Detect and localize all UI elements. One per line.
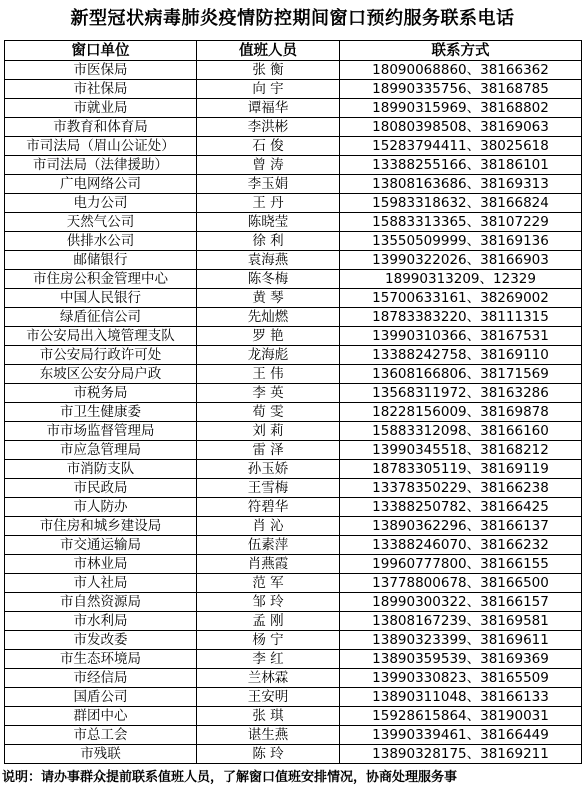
- table-row: [5, 156, 582, 175]
- cell-contact: 13808167239、38169581: [340, 612, 582, 631]
- cell-unit: 邮储银行: [5, 251, 197, 270]
- cell-staff: 王 伟: [197, 365, 340, 384]
- cell-staff: 陈 玲: [197, 745, 340, 764]
- cell-unit: 市残联: [5, 745, 197, 764]
- table-row: [5, 213, 582, 232]
- page-title: 新型冠状病毒肺炎疫情防控期间窗口预约服务联系电话: [70, 8, 515, 29]
- cell-staff: 石 俊: [197, 137, 340, 156]
- table-body: [5, 61, 582, 764]
- table-row: [5, 555, 582, 574]
- cell-contact: 13890359539、38169369: [340, 650, 582, 669]
- table-row: [5, 707, 582, 726]
- cell-contact: 13388255166、38186101: [340, 156, 582, 175]
- cell-staff: 徐 利: [197, 232, 340, 251]
- cell-unit: 市社保局: [5, 80, 197, 99]
- cell-contact: 13378350229、38166238: [340, 479, 582, 498]
- cell-unit: 市医保局: [5, 61, 197, 80]
- cell-unit: 市自然资源局: [5, 593, 197, 612]
- cell-contact: 18783305119、38169119: [340, 460, 582, 479]
- cell-unit: 国盾公司: [5, 688, 197, 707]
- table-row: [5, 99, 582, 118]
- table-row: [5, 460, 582, 479]
- table-row: [5, 232, 582, 251]
- cell-unit: 市司法局（法律援助）: [5, 156, 197, 175]
- cell-unit: 群团中心: [5, 707, 197, 726]
- cell-unit: 天然气公司: [5, 213, 197, 232]
- cell-unit: 电力公司: [5, 194, 197, 213]
- table-row: [5, 80, 582, 99]
- table-row: [5, 137, 582, 156]
- cell-staff: 王雪梅: [197, 479, 340, 498]
- cell-staff: 向 宇: [197, 80, 340, 99]
- table-row: [5, 251, 582, 270]
- cell-unit: 市就业局: [5, 99, 197, 118]
- table-row: [5, 403, 582, 422]
- cell-contact: 13778800678、38166500: [340, 574, 582, 593]
- cell-staff: 张 琪: [197, 707, 340, 726]
- cell-contact: 15883312098、38166160: [340, 422, 582, 441]
- cell-unit: 市生态环境局: [5, 650, 197, 669]
- cell-staff: 兰林霖: [197, 669, 340, 688]
- cell-contact: 15700633161、38269002: [340, 289, 582, 308]
- cell-staff: 李洪彬: [197, 118, 340, 137]
- cell-contact: 19960777800、38166155: [340, 555, 582, 574]
- cell-unit: 东坡区公安分局户政: [5, 365, 197, 384]
- cell-contact: 13990345518、38168212: [340, 441, 582, 460]
- table-row: [5, 441, 582, 460]
- table-row: [5, 593, 582, 612]
- cell-contact: 13990322026、38166903: [340, 251, 582, 270]
- cell-contact: 13890323399、38169611: [340, 631, 582, 650]
- cell-staff: 孟 刚: [197, 612, 340, 631]
- cell-unit: 市司法局（眉山公证处）: [5, 137, 197, 156]
- table-row: [5, 327, 582, 346]
- cell-unit: 市应急管理局: [5, 441, 197, 460]
- table-row: [5, 536, 582, 555]
- cell-contact: 13608166806、38171569: [340, 365, 582, 384]
- cell-contact: 18990300322、38166157: [340, 593, 582, 612]
- header-row: [5, 41, 582, 61]
- header-staff: 值班人员: [197, 41, 340, 61]
- table-row: [5, 270, 582, 289]
- cell-unit: 市公安局行政许可处: [5, 346, 197, 365]
- table-row: [5, 118, 582, 137]
- header-unit: 窗口单位: [5, 41, 197, 61]
- cell-contact: 13388250782、38166425: [340, 498, 582, 517]
- cell-staff: 龙海彪: [197, 346, 340, 365]
- cell-unit: 绿盾征信公司: [5, 308, 197, 327]
- cell-unit: 市人防办: [5, 498, 197, 517]
- table-row: [5, 745, 582, 764]
- table-row: [5, 669, 582, 688]
- cell-staff: 肖燕霞: [197, 555, 340, 574]
- cell-contact: 13890328175、38169211: [340, 745, 582, 764]
- cell-staff: 王安明: [197, 688, 340, 707]
- cell-unit: 市消防支队: [5, 460, 197, 479]
- table-row: [5, 365, 582, 384]
- table-row: [5, 289, 582, 308]
- cell-contact: 13990310366、38167531: [340, 327, 582, 346]
- table-row: [5, 498, 582, 517]
- cell-contact: 18990335756、38168785: [340, 80, 582, 99]
- table-row: [5, 688, 582, 707]
- cell-unit: 市民政局: [5, 479, 197, 498]
- table-row: [5, 194, 582, 213]
- cell-contact: 13990339461、38166449: [340, 726, 582, 745]
- cell-unit: 市林业局: [5, 555, 197, 574]
- cell-unit: 市住房和城乡建设局: [5, 517, 197, 536]
- table-row: [5, 346, 582, 365]
- table-row: [5, 612, 582, 631]
- cell-staff: 曾 涛: [197, 156, 340, 175]
- cell-contact: 18080398508、38169063: [340, 118, 582, 137]
- cell-unit: 市总工会: [5, 726, 197, 745]
- cell-contact: 13550509999、38169136: [340, 232, 582, 251]
- cell-staff: 罗 艳: [197, 327, 340, 346]
- cell-unit: 市发改委: [5, 631, 197, 650]
- cell-staff: 肖 沁: [197, 517, 340, 536]
- cell-contact: 18990315969、38168802: [340, 99, 582, 118]
- cell-staff: 张 衡: [197, 61, 340, 80]
- cell-staff: 陈晓莹: [197, 213, 340, 232]
- table-row: [5, 175, 582, 194]
- table-row: [5, 574, 582, 593]
- cell-unit: 市教育和体育局: [5, 118, 197, 137]
- cell-staff: 雷 泽: [197, 441, 340, 460]
- cell-contact: 18990313209、12329: [340, 270, 582, 289]
- cell-contact: 13808163686、38169313: [340, 175, 582, 194]
- cell-staff: 杨 宁: [197, 631, 340, 650]
- cell-contact: 13890311048、38166133: [340, 688, 582, 707]
- table-row: [5, 384, 582, 403]
- cell-staff: 荀 雯: [197, 403, 340, 422]
- cell-staff: 符碧华: [197, 498, 340, 517]
- cell-staff: 袁海燕: [197, 251, 340, 270]
- table-row: [5, 61, 582, 80]
- table-row: [5, 631, 582, 650]
- cell-staff: 李 红: [197, 650, 340, 669]
- cell-contact: 15983318632、38166824: [340, 194, 582, 213]
- cell-staff: 范 军: [197, 574, 340, 593]
- cell-unit: 市住房公积金管理中心: [5, 270, 197, 289]
- cell-staff: 先灿燃: [197, 308, 340, 327]
- cell-contact: 13388242758、38169110: [340, 346, 582, 365]
- cell-unit: 市市场监督管理局: [5, 422, 197, 441]
- cell-unit: 市税务局: [5, 384, 197, 403]
- cell-staff: 孙玉娇: [197, 460, 340, 479]
- cell-staff: 刘 莉: [197, 422, 340, 441]
- cell-contact: 15883313365、38107229: [340, 213, 582, 232]
- cell-unit: 市交通运输局: [5, 536, 197, 555]
- cell-unit: 市经信局: [5, 669, 197, 688]
- table-row: [5, 479, 582, 498]
- cell-contact: 13568311972、38163286: [340, 384, 582, 403]
- footer-note: 说明：请办事群众提前联系值班人员，了解窗口值班安排情况，协商处理服务事: [2, 770, 458, 785]
- table-row: [5, 726, 582, 745]
- cell-staff: 王 丹: [197, 194, 340, 213]
- cell-staff: 邹 玲: [197, 593, 340, 612]
- header-contact: 联系方式: [340, 41, 582, 61]
- cell-unit: 市卫生健康委: [5, 403, 197, 422]
- cell-unit: 供排水公司: [5, 232, 197, 251]
- cell-staff: 谌生燕: [197, 726, 340, 745]
- cell-contact: 18783383220、38111315: [340, 308, 582, 327]
- cell-unit: 市人社局: [5, 574, 197, 593]
- cell-contact: 13388246070、38166232: [340, 536, 582, 555]
- cell-unit: 广电网络公司: [5, 175, 197, 194]
- cell-staff: 陈冬梅: [197, 270, 340, 289]
- cell-staff: 李 英: [197, 384, 340, 403]
- table-row: [5, 650, 582, 669]
- cell-contact: 18090068860、38166362: [340, 61, 582, 80]
- cell-contact: 15283794411、38025618: [340, 137, 582, 156]
- cell-contact: 13990330823、38165509: [340, 669, 582, 688]
- contact-table: [4, 40, 582, 764]
- table-row: [5, 422, 582, 441]
- cell-staff: 谭福华: [197, 99, 340, 118]
- cell-contact: 15928615864、38190031: [340, 707, 582, 726]
- cell-unit: 市公安局出入境管理支队: [5, 327, 197, 346]
- cell-contact: 18228156009、38169878: [340, 403, 582, 422]
- cell-unit: 市水利局: [5, 612, 197, 631]
- cell-unit: 中国人民银行: [5, 289, 197, 308]
- table-row: [5, 308, 582, 327]
- cell-staff: 伍素萍: [197, 536, 340, 555]
- cell-staff: 黄 琴: [197, 289, 340, 308]
- cell-staff: 李玉娟: [197, 175, 340, 194]
- cell-contact: 13890362296、38166137: [340, 517, 582, 536]
- table-row: [5, 517, 582, 536]
